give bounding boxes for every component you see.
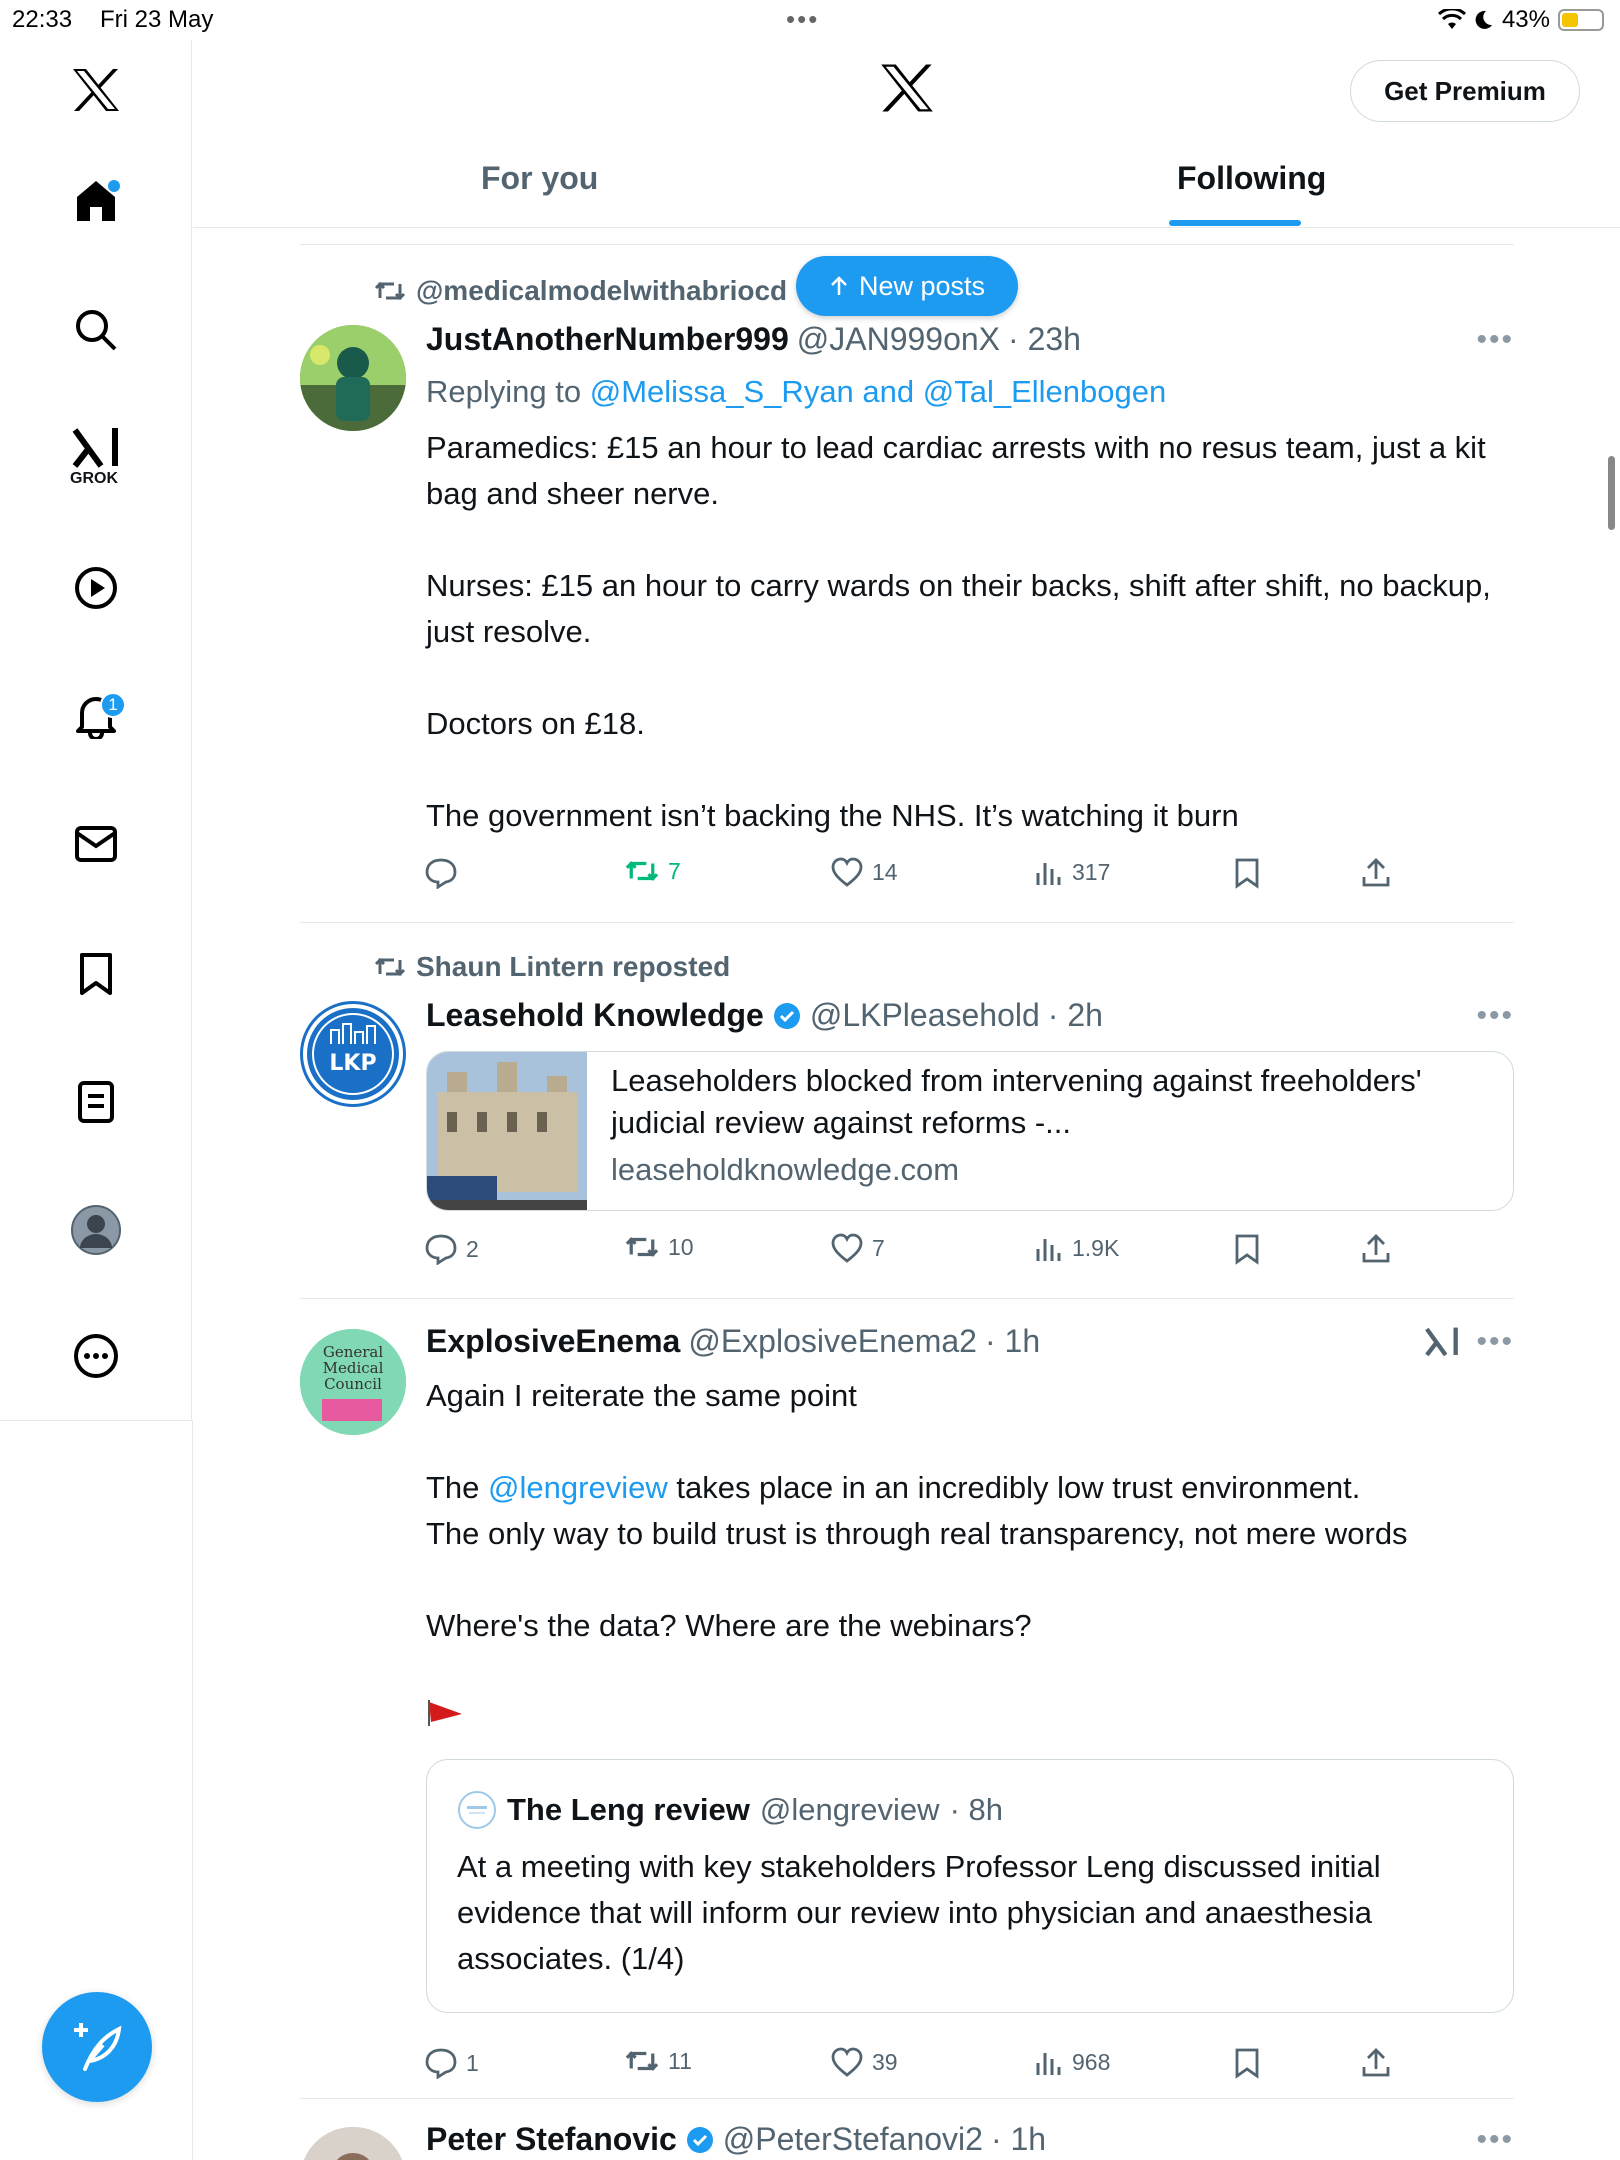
red-flag-emoji-icon bbox=[426, 1698, 464, 1728]
like-button[interactable] bbox=[830, 857, 898, 887]
moon-icon bbox=[1474, 9, 1494, 31]
bookmark-icon bbox=[1234, 857, 1260, 889]
post-paragraph: The only way to build trust is through real transparency, not mere words bbox=[426, 1516, 1408, 1551]
quoted-author-name[interactable]: The Leng review bbox=[507, 1792, 750, 1827]
bookmark-button[interactable] bbox=[1234, 857, 1260, 889]
quoted-post-text: At a meeting with key stakeholders Professor Leng discussed initial evidence that will inform our review into physician and anaesthesia associates. (1/4) bbox=[457, 1849, 1381, 1976]
post-paragraph: The government isn’t backing the NHS. It’s watching it burn bbox=[426, 798, 1239, 833]
share-icon bbox=[1360, 857, 1392, 889]
post-header bbox=[426, 321, 1081, 358]
bookmark-button[interactable] bbox=[1234, 2047, 1260, 2079]
active-tab-indicator bbox=[1169, 220, 1301, 226]
sidebar-item-more[interactable] bbox=[66, 1326, 126, 1386]
battery-percent: 43% bbox=[1501, 6, 1550, 33]
envelope-icon bbox=[74, 825, 118, 863]
verified-badge-icon bbox=[772, 1001, 802, 1031]
heart-icon bbox=[830, 857, 864, 887]
repost-icon bbox=[624, 857, 660, 885]
arrow-up-icon bbox=[829, 275, 849, 297]
repost-icon bbox=[374, 278, 406, 304]
heart-icon bbox=[830, 2047, 864, 2077]
post-header bbox=[426, 2121, 1046, 2158]
reply-button[interactable] bbox=[424, 1233, 479, 1265]
x-logo-icon[interactable] bbox=[66, 60, 126, 120]
more-circle-icon bbox=[73, 1333, 119, 1379]
more-options-icon[interactable]: ••• bbox=[1476, 1325, 1514, 1358]
views-chart-icon bbox=[1034, 1233, 1064, 1263]
list-icon bbox=[77, 1080, 115, 1124]
post-header bbox=[426, 1323, 1040, 1360]
reply-button[interactable] bbox=[424, 857, 466, 889]
views-button[interactable] bbox=[1034, 2047, 1110, 2077]
repost-context bbox=[374, 275, 787, 307]
views-count: 968 bbox=[1072, 2048, 1111, 2075]
avatar[interactable] bbox=[300, 2127, 406, 2160]
sidebar-item-grok[interactable] bbox=[66, 426, 126, 486]
repost-icon bbox=[374, 954, 406, 980]
status-bar bbox=[0, 0, 1620, 40]
repost-count: 10 bbox=[668, 1233, 694, 1260]
share-button[interactable] bbox=[1360, 2047, 1392, 2079]
author-handle[interactable]: @PeterStefanovi2 bbox=[722, 2121, 983, 2157]
repost-count: 7 bbox=[668, 857, 681, 884]
repost-count: 11 bbox=[668, 2047, 692, 2074]
sidebar-divider bbox=[0, 1420, 192, 1421]
repost-by: @medicalmodelwithabriocd bbox=[416, 275, 788, 306]
views-count: 1.9K bbox=[1072, 1234, 1120, 1261]
reply-icon bbox=[424, 857, 458, 889]
reply-button[interactable] bbox=[424, 2047, 479, 2079]
like-count: 39 bbox=[872, 2048, 898, 2075]
heart-icon bbox=[830, 1233, 864, 1263]
quoted-post-header bbox=[457, 1790, 1003, 1830]
multitask-dots-icon[interactable]: ••• bbox=[786, 4, 820, 34]
post-paragraph: Nurses: £15 an hour to carry wards on their backs, shift after shift, no backup, just resolve. bbox=[426, 568, 1491, 649]
sidebar-item-home[interactable] bbox=[66, 170, 126, 230]
timeline-header bbox=[193, 40, 1620, 228]
like-button[interactable] bbox=[830, 1233, 885, 1263]
mention-prefix: The bbox=[426, 1470, 480, 1505]
quoted-post[interactable] bbox=[426, 1759, 1514, 2013]
avatar[interactable] bbox=[300, 325, 406, 431]
share-icon bbox=[1360, 2047, 1392, 2079]
more-options-icon[interactable]: ••• bbox=[1476, 2123, 1514, 2156]
notification-badge: 1 bbox=[100, 692, 126, 718]
get-premium-button[interactable]: Get Premium bbox=[1350, 60, 1580, 122]
post-actions bbox=[424, 857, 1424, 897]
post-paragraph: Where's the data? Where are the webinars? bbox=[426, 1608, 1032, 1643]
views-button[interactable] bbox=[1034, 1233, 1119, 1263]
share-icon bbox=[1360, 1233, 1392, 1265]
sidebar-item-bookmarks[interactable] bbox=[66, 944, 126, 1004]
link-card[interactable] bbox=[426, 1051, 1514, 1211]
post-paragraph: Again I reiterate the same point bbox=[426, 1378, 857, 1413]
author-name[interactable]: ExplosiveEnema bbox=[426, 1323, 681, 1359]
compose-post-button[interactable] bbox=[42, 1992, 152, 2102]
x-header-logo-icon[interactable] bbox=[879, 62, 935, 119]
views-button[interactable] bbox=[1034, 857, 1110, 887]
reply-icon bbox=[424, 1233, 458, 1265]
post-time[interactable]: · 2h bbox=[1047, 997, 1103, 1033]
mention-rest: takes place in an incredibly low trust environment. bbox=[676, 1470, 1361, 1505]
tab-for-you[interactable]: For you bbox=[481, 160, 599, 196]
status-date: Fri 23 May bbox=[100, 6, 214, 33]
repost-button[interactable] bbox=[624, 857, 681, 885]
post-actions bbox=[424, 1233, 1424, 1273]
reply-count: 2 bbox=[466, 1235, 479, 1262]
bookmark-icon bbox=[1234, 1233, 1260, 1265]
battery-icon bbox=[1558, 9, 1604, 31]
reply-icon bbox=[424, 2047, 458, 2079]
avatar-text: LKP bbox=[329, 1051, 377, 1076]
post-text bbox=[426, 425, 1516, 839]
post-actions bbox=[424, 2047, 1424, 2087]
more-options-icon[interactable]: ••• bbox=[1476, 999, 1514, 1032]
bookmark-icon bbox=[78, 951, 114, 997]
avatar[interactable] bbox=[300, 1001, 406, 1107]
sidebar-item-profile[interactable] bbox=[66, 1200, 126, 1260]
sidebar bbox=[0, 40, 192, 1420]
post-time[interactable]: · 1h bbox=[984, 1323, 1041, 1359]
repost-context bbox=[374, 951, 730, 983]
sidebar-item-video[interactable] bbox=[66, 558, 126, 618]
profile-avatar-icon bbox=[70, 1204, 122, 1256]
share-button[interactable] bbox=[1360, 1233, 1392, 1265]
quoted-avatar[interactable] bbox=[457, 1790, 497, 1830]
repost-button[interactable] bbox=[624, 1233, 694, 1261]
post-peterstefanovic[interactable] bbox=[300, 2098, 1514, 2160]
post-time[interactable]: · 1h bbox=[990, 2121, 1047, 2157]
author-name[interactable]: Leasehold Knowledge bbox=[426, 997, 764, 1033]
like-count: 14 bbox=[872, 858, 898, 885]
author-name[interactable]: Peter Stefanovic bbox=[426, 2121, 677, 2157]
link-card-title: Leaseholders blocked from intervening against freeholders' judicial review against reforms -... bbox=[611, 1063, 1422, 1140]
home-unread-dot bbox=[108, 180, 120, 192]
verified-badge-icon bbox=[685, 2125, 715, 2155]
post-paragraph bbox=[426, 1695, 1516, 1741]
replying-to-label: Replying to bbox=[426, 374, 582, 409]
repost-button[interactable] bbox=[624, 2047, 692, 2075]
status-time: 22:33 bbox=[12, 6, 73, 33]
like-count: 7 bbox=[872, 1234, 885, 1261]
reply-count: 1 bbox=[466, 2049, 479, 2076]
play-circle-icon bbox=[74, 566, 118, 610]
post-explosiveenema[interactable] bbox=[300, 1298, 1514, 2098]
grok-explain-icon[interactable] bbox=[1424, 1325, 1460, 1359]
quoted-author-handle[interactable]: @lengreview bbox=[759, 1792, 940, 1827]
wifi-icon bbox=[1438, 9, 1466, 31]
avatar-text: General Medical Council bbox=[322, 1343, 384, 1393]
views-chart-icon bbox=[1034, 857, 1064, 887]
battery-level bbox=[1562, 13, 1578, 27]
quoted-post-time: · 8h bbox=[949, 1792, 1003, 1827]
sidebar-border bbox=[192, 1420, 193, 2160]
post-header bbox=[426, 997, 1103, 1034]
post-jan999[interactable] bbox=[300, 244, 1514, 924]
link-card-domain: leaseholdknowledge.com bbox=[611, 1152, 960, 1187]
author-handle[interactable]: @ExplosiveEnema2 bbox=[688, 1323, 977, 1359]
compose-feather-icon bbox=[69, 2019, 125, 2075]
post-paragraph bbox=[426, 1465, 1516, 1511]
new-posts-button[interactable] bbox=[796, 256, 1018, 316]
post-paragraph: Doctors on £18. bbox=[426, 706, 645, 741]
sidebar-item-search[interactable] bbox=[66, 300, 126, 360]
sidebar-item-lists[interactable] bbox=[66, 1072, 126, 1132]
avatar[interactable] bbox=[300, 1329, 406, 1435]
grok-label: GROK bbox=[70, 470, 118, 487]
scrollbar[interactable] bbox=[1608, 456, 1615, 530]
sidebar-item-messages[interactable] bbox=[66, 814, 126, 874]
share-button[interactable] bbox=[1360, 857, 1392, 889]
bookmark-button[interactable] bbox=[1234, 1233, 1260, 1265]
like-button[interactable] bbox=[830, 2047, 898, 2077]
post-text bbox=[426, 1373, 1516, 1741]
tab-following[interactable]: Following bbox=[1177, 160, 1327, 196]
repost-icon bbox=[624, 1233, 660, 1261]
reply-mentions[interactable]: @Melissa_S_Ryan and @Tal_Ellenbogen bbox=[589, 374, 1167, 409]
search-icon bbox=[74, 308, 118, 352]
grok-icon bbox=[71, 426, 121, 470]
author-handle[interactable]: @JAN999onX bbox=[796, 321, 1001, 357]
bookmark-icon bbox=[1234, 2047, 1260, 2079]
sidebar-item-notifications[interactable] bbox=[66, 686, 126, 746]
more-options-icon[interactable]: ••• bbox=[1476, 323, 1514, 356]
post-time[interactable]: · 23h bbox=[1008, 321, 1081, 357]
timeline-feed bbox=[300, 244, 1514, 2160]
author-handle[interactable]: @LKPleasehold bbox=[809, 997, 1040, 1033]
reply-context bbox=[426, 369, 1516, 415]
new-posts-label: New posts bbox=[858, 270, 986, 301]
author-name[interactable]: JustAnotherNumber999 bbox=[426, 321, 789, 357]
post-paragraph: Paramedics: £15 an hour to lead cardiac arrests with no resus team, just a kit bag and sheer nerve. bbox=[426, 430, 1486, 511]
repost-icon bbox=[624, 2047, 660, 2075]
post-leasehold[interactable] bbox=[300, 922, 1514, 1298]
views-count: 317 bbox=[1072, 858, 1111, 885]
views-chart-icon bbox=[1034, 2047, 1064, 2077]
repost-by: Shaun Lintern reposted bbox=[416, 951, 731, 982]
mention-link[interactable]: @lengreview bbox=[488, 1470, 668, 1505]
link-card-thumbnail bbox=[427, 1052, 587, 1211]
